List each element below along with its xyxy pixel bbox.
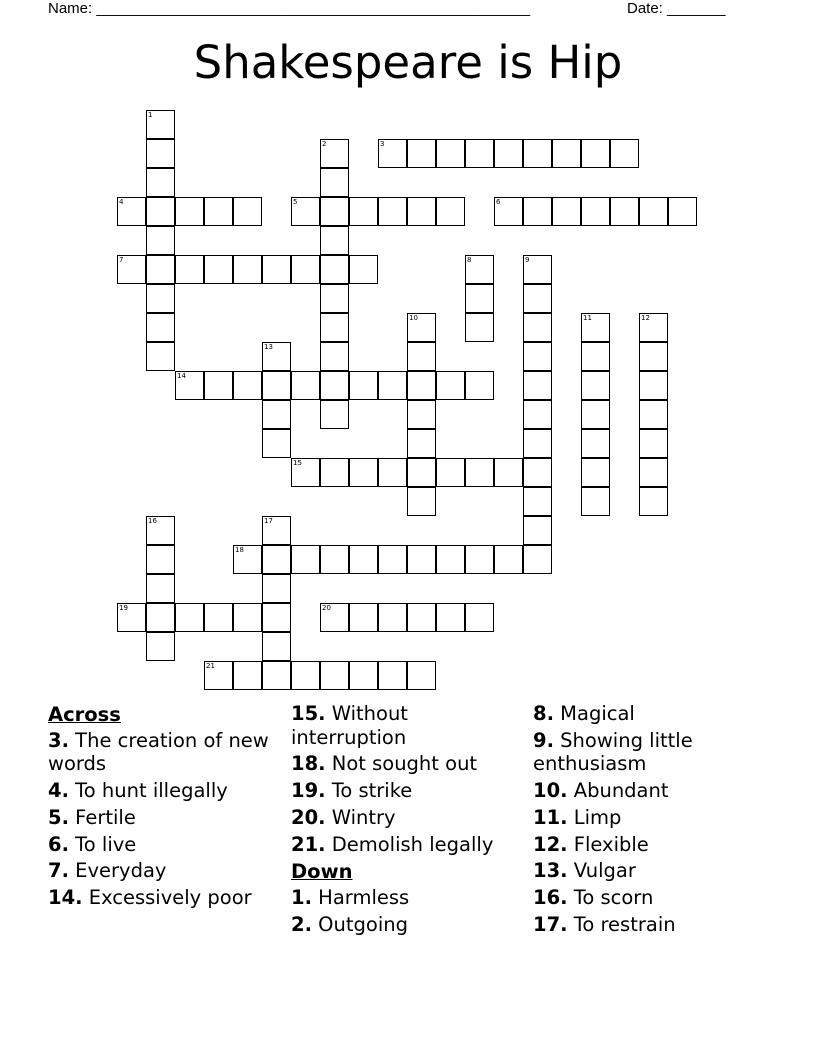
clue-number: 8.: [533, 702, 554, 725]
clue-number: 16.: [533, 886, 568, 910]
clue-text: Fertile: [68, 805, 136, 829]
grid-cell[interactable]: [639, 487, 668, 516]
grid-cell[interactable]: [523, 400, 552, 429]
clue-number-label: 12: [641, 314, 650, 322]
grid-cell[interactable]: [581, 487, 610, 516]
clue-column-1: [48, 702, 284, 913]
clue-number: 20.: [291, 805, 326, 829]
grid-cell[interactable]: [639, 400, 668, 429]
grid-cell[interactable]: [552, 139, 581, 168]
clue-number-label: 19: [119, 604, 128, 612]
grid-cell[interactable]: [436, 458, 465, 487]
grid-cell[interactable]: [581, 342, 610, 371]
clue-number-label: 10: [409, 314, 418, 322]
grid-cell[interactable]: [204, 603, 233, 632]
grid-cell[interactable]: [320, 661, 349, 690]
clue-item: [291, 702, 527, 749]
grid-cell[interactable]: [349, 255, 378, 284]
grid-cell[interactable]: [291, 371, 320, 400]
grid-cell[interactable]: [407, 139, 436, 168]
grid-cell[interactable]: [668, 197, 697, 226]
clue-number: 11.: [533, 805, 568, 829]
grid-cell[interactable]: [436, 197, 465, 226]
clue-number-label: 1: [148, 111, 153, 119]
grid-cell[interactable]: [349, 545, 378, 574]
grid-cell[interactable]: [146, 545, 175, 574]
clue-text: To hunt illegally: [68, 779, 228, 803]
grid-cell[interactable]: [378, 545, 407, 574]
grid-cell[interactable]: [175, 255, 204, 284]
clue-number: 19.: [291, 779, 326, 803]
clue-text: To live: [68, 832, 137, 856]
page-title: Shakespeare is Hip: [193, 36, 623, 89]
grid-cell[interactable]: [320, 168, 349, 197]
grid-cell[interactable]: [320, 400, 349, 429]
clue-column-3: [533, 702, 769, 940]
grid-cell[interactable]: [581, 371, 610, 400]
grid-cell[interactable]: [494, 139, 523, 168]
clue-text: Everyday: [68, 859, 167, 883]
clue-item: [291, 806, 527, 830]
grid-cell[interactable]: [146, 226, 175, 255]
grid-cell[interactable]: [639, 342, 668, 371]
clue-item: [291, 913, 527, 937]
clue-item: [291, 779, 527, 803]
clue-item: [48, 859, 284, 883]
grid-cell[interactable]: [175, 197, 204, 226]
clue-text: To scorn: [567, 886, 654, 910]
clue-number-label: 4: [119, 198, 124, 206]
clue-text: Outgoing: [311, 913, 408, 937]
clue-number-label: 7: [119, 256, 124, 264]
grid-cell[interactable]: [523, 487, 552, 516]
grid-cell[interactable]: [146, 574, 175, 603]
clue-number-label: 8: [467, 256, 472, 264]
grid-cell[interactable]: [146, 603, 175, 632]
clue-item: [48, 833, 284, 857]
grid-cell[interactable]: [204, 371, 233, 400]
clue-number: 14.: [48, 886, 83, 910]
grid-cell[interactable]: [378, 458, 407, 487]
grid-cell[interactable]: [407, 661, 436, 690]
grid-cell[interactable]: [610, 139, 639, 168]
grid-cell[interactable]: [378, 661, 407, 690]
grid-cell[interactable]: [262, 429, 291, 458]
name-field-label: Name: ____________________________________________________: [48, 0, 531, 17]
grid-cell[interactable]: [291, 661, 320, 690]
clue-text: Harmless: [311, 886, 410, 910]
grid-cell[interactable]: [320, 197, 349, 226]
clue-number-label: 5: [293, 198, 298, 206]
clue-number: 1.: [291, 886, 312, 910]
grid-cell[interactable]: [639, 429, 668, 458]
grid-cell[interactable]: [610, 197, 639, 226]
clue-item: [48, 886, 284, 910]
grid-cell[interactable]: [523, 516, 552, 545]
grid-cell[interactable]: [349, 458, 378, 487]
grid-cell[interactable]: [465, 458, 494, 487]
clue-item: [533, 886, 769, 910]
grid-cell[interactable]: [523, 458, 552, 487]
clue-text: Showing little enthusiasm: [533, 728, 693, 776]
grid-cell[interactable]: [320, 284, 349, 313]
clue-number-label: 14: [177, 372, 186, 380]
clue-text: Vulgar: [567, 859, 636, 883]
grid-cell[interactable]: [204, 197, 233, 226]
date-field-label: Date: _______: [627, 0, 726, 17]
grid-cell[interactable]: [262, 371, 291, 400]
grid-cell[interactable]: [407, 400, 436, 429]
grid-cell[interactable]: [407, 197, 436, 226]
grid-cell[interactable]: [262, 545, 291, 574]
clue-number: 9.: [533, 728, 554, 752]
clue-number-label: 16: [148, 517, 157, 525]
clue-text: To restrain: [567, 913, 676, 937]
clue-number: 7.: [48, 859, 69, 883]
clue-number: 21.: [291, 832, 326, 856]
grid-cell[interactable]: [523, 342, 552, 371]
grid-cell[interactable]: [581, 139, 610, 168]
grid-cell[interactable]: [262, 255, 291, 284]
grid-cell[interactable]: [146, 284, 175, 313]
grid-cell[interactable]: [465, 284, 494, 313]
clue-number-label: 17: [264, 517, 273, 525]
clue-item: [48, 779, 284, 803]
clue-number: 6.: [48, 832, 69, 856]
clue-number-label: 13: [264, 343, 273, 351]
grid-cell[interactable]: [523, 197, 552, 226]
clue-item: [291, 833, 527, 857]
grid-cell[interactable]: [146, 255, 175, 284]
grid-cell[interactable]: [320, 313, 349, 342]
grid-cell[interactable]: [436, 139, 465, 168]
grid-cell[interactable]: [204, 255, 233, 284]
clue-text: Wintry: [325, 805, 396, 829]
grid-cell[interactable]: [146, 168, 175, 197]
grid-cell[interactable]: [349, 197, 378, 226]
clue-number-label: 20: [322, 604, 331, 612]
clue-item: [48, 806, 284, 830]
grid-cell[interactable]: [407, 342, 436, 371]
grid-cell[interactable]: [639, 458, 668, 487]
grid-cell[interactable]: [262, 574, 291, 603]
clue-text: Excessively poor: [82, 886, 252, 910]
grid-cell[interactable]: [407, 545, 436, 574]
clue-text: Without interruption: [291, 702, 408, 749]
clue-item: [48, 729, 284, 776]
grid-cell[interactable]: [639, 197, 668, 226]
grid-cell[interactable]: [146, 313, 175, 342]
clue-number: 2.: [291, 913, 312, 937]
grid-cell[interactable]: [407, 487, 436, 516]
clue-number: 15.: [291, 702, 326, 725]
clue-number: 12.: [533, 832, 568, 856]
grid-cell[interactable]: [320, 458, 349, 487]
grid-cell[interactable]: [494, 458, 523, 487]
grid-cell[interactable]: [407, 603, 436, 632]
grid-cell[interactable]: [320, 342, 349, 371]
grid-cell[interactable]: [407, 429, 436, 458]
down-heading: Down: [291, 860, 353, 884]
grid-cell[interactable]: [465, 139, 494, 168]
clue-number-label: 3: [380, 140, 385, 148]
clue-text: Limp: [567, 805, 622, 829]
clue-text: Not sought out: [325, 752, 478, 776]
clue-number: 18.: [291, 752, 326, 776]
grid-cell[interactable]: [494, 545, 523, 574]
clue-item: [533, 859, 769, 883]
grid-cell[interactable]: [407, 371, 436, 400]
clue-number-label: 18: [235, 546, 244, 554]
grid-cell[interactable]: [320, 371, 349, 400]
clue-text: Flexible: [567, 832, 649, 856]
clue-text: Abundant: [567, 779, 669, 803]
grid-cell[interactable]: [465, 603, 494, 632]
grid-cell[interactable]: [291, 255, 320, 284]
grid-cell[interactable]: [465, 545, 494, 574]
grid-cell[interactable]: [581, 429, 610, 458]
clue-text: The creation of new words: [48, 728, 269, 776]
clue-number-label: 9: [525, 256, 530, 264]
grid-cell[interactable]: [233, 197, 262, 226]
grid-cell[interactable]: [262, 661, 291, 690]
grid-cell[interactable]: [378, 371, 407, 400]
grid-cell[interactable]: [552, 197, 581, 226]
clue-text: Magical: [553, 702, 635, 725]
clue-item: [533, 702, 769, 726]
clue-number-label: 21: [206, 662, 215, 670]
clue-item: [533, 833, 769, 857]
grid-cell[interactable]: [349, 603, 378, 632]
grid-cell[interactable]: [523, 371, 552, 400]
grid-cell[interactable]: [523, 284, 552, 313]
grid-cell[interactable]: [378, 603, 407, 632]
grid-cell[interactable]: [436, 545, 465, 574]
grid-cell[interactable]: [262, 603, 291, 632]
grid-cell[interactable]: [146, 139, 175, 168]
grid-cell[interactable]: [146, 197, 175, 226]
clue-item: [291, 752, 527, 776]
grid-cell[interactable]: [233, 255, 262, 284]
grid-cell[interactable]: [581, 458, 610, 487]
grid-cell[interactable]: [349, 371, 378, 400]
grid-cell[interactable]: [581, 197, 610, 226]
clue-number: 3.: [48, 728, 69, 752]
clue-item: [533, 806, 769, 830]
grid-cell[interactable]: [349, 661, 378, 690]
clue-item: [291, 886, 527, 910]
grid-cell[interactable]: [175, 603, 204, 632]
grid-cell[interactable]: [436, 603, 465, 632]
grid-cell[interactable]: [146, 342, 175, 371]
across-heading: Across: [48, 703, 121, 726]
grid-cell[interactable]: [233, 371, 262, 400]
grid-cell[interactable]: [523, 139, 552, 168]
clue-item: [533, 779, 769, 803]
grid-cell[interactable]: [465, 371, 494, 400]
clue-number-label: 15: [293, 459, 302, 467]
clue-number-label: 11: [583, 314, 592, 322]
grid-cell[interactable]: [581, 400, 610, 429]
clue-number-label: 2: [322, 140, 327, 148]
grid-cell[interactable]: [320, 255, 349, 284]
grid-cell[interactable]: [436, 371, 465, 400]
grid-cell[interactable]: [291, 545, 320, 574]
grid-cell[interactable]: [233, 661, 262, 690]
clue-number: 13.: [533, 859, 568, 883]
clue-number: 10.: [533, 779, 568, 803]
grid-cell[interactable]: [523, 545, 552, 574]
clue-item: [533, 913, 769, 937]
clue-number: 5.: [48, 805, 69, 829]
clue-text: Demolish legally: [325, 832, 494, 856]
grid-cell[interactable]: [233, 603, 262, 632]
clue-number: 17.: [533, 913, 568, 937]
clue-number: 4.: [48, 779, 69, 803]
grid-cell[interactable]: [639, 371, 668, 400]
grid-cell[interactable]: [523, 429, 552, 458]
clue-text: To strike: [325, 779, 413, 803]
grid-cell[interactable]: [465, 313, 494, 342]
grid-cell[interactable]: [262, 632, 291, 661]
clue-column-2: [291, 702, 527, 940]
grid-cell[interactable]: [320, 545, 349, 574]
grid-cell[interactable]: [523, 313, 552, 342]
clue-item: [533, 729, 769, 776]
grid-cell[interactable]: [262, 400, 291, 429]
grid-cell[interactable]: [378, 197, 407, 226]
clue-number-label: 6: [496, 198, 501, 206]
grid-cell[interactable]: [320, 226, 349, 255]
grid-cell[interactable]: [407, 458, 436, 487]
grid-cell[interactable]: [146, 632, 175, 661]
